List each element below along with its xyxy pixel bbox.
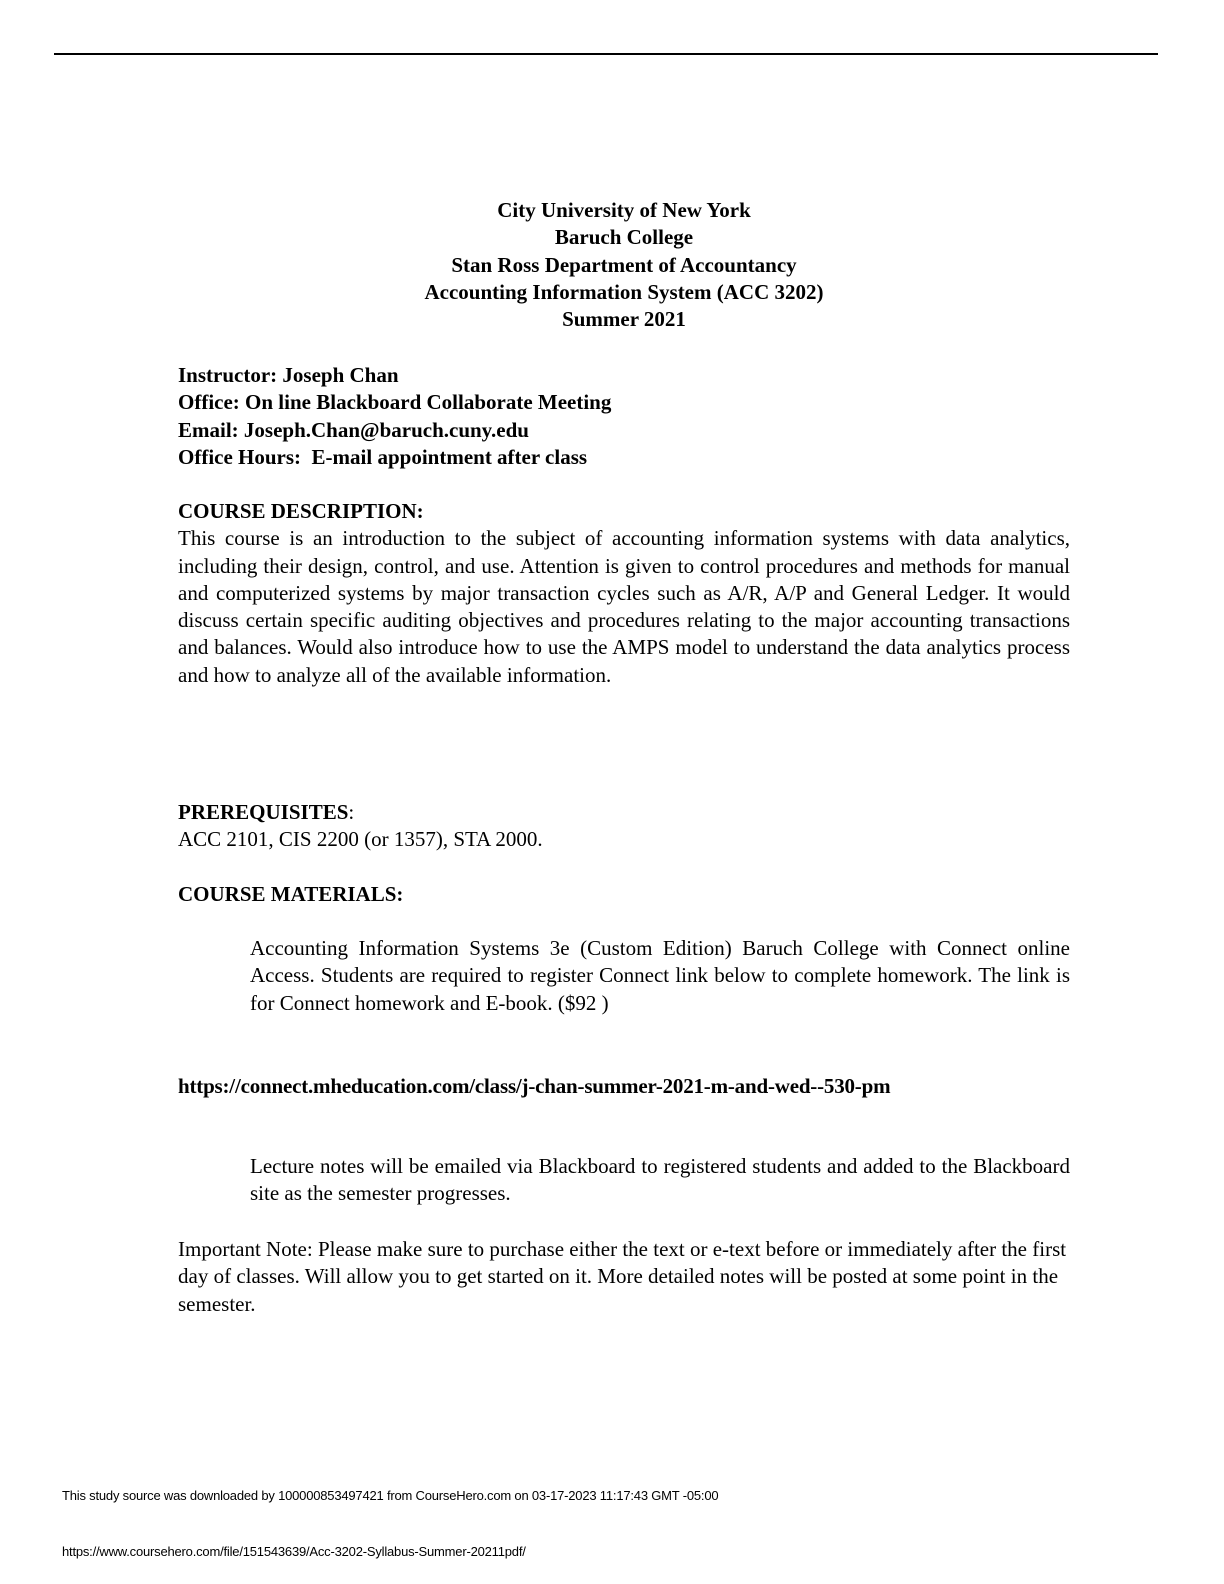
instructor-hours: Office Hours: E-mail appointment after class [178,444,588,469]
prerequisites-text: ACC 2101, CIS 2200 (or 1357), STA 2000. [178,827,543,852]
document-header [178,197,1070,333]
course-materials-heading: COURSE MATERIALS: [178,882,404,906]
prerequisites-heading: PREREQUISITES [178,800,349,824]
lecture-notes-text: Lecture notes will be emailed via Blackboard to registered students and added to the Blackboard site as the semester progresses. [250,1154,1070,1206]
instructor-email: Email: Joseph.Chan@baruch.cuny.edu [178,417,529,442]
prerequisites-colon: : [348,800,355,824]
connect-link[interactable]: https://connect.mheducation.com/class/j-chan-summer-2021-m-and-wed--530-pm [178,1074,891,1098]
header-department: Stan Ross Department of Accountancy [451,252,797,277]
download-notice: This study source was downloaded by 100000853497421 from CourseHero.com on 03-17-2023 11:17:43 GMT -05:00 [62,1488,719,1503]
instructor-office: Office: On line Blackboard Collaborate Meeting [178,390,612,415]
header-college: Baruch College [554,225,694,250]
prerequisites-heading-line [178,799,1070,826]
prerequisites-section [178,799,1070,854]
important-note: Important Note: Please make sure to purchase either the text or e-text before or immediately after the first day of classes. Will allow you to get started on it. More detailed notes will be posted at some point in the semester. [178,1237,1067,1316]
course-description-section [178,498,1070,689]
course-description-heading: COURSE DESCRIPTION: [178,499,424,523]
top-rule [54,53,1158,55]
instructor-info [178,362,1070,471]
header-term: Summer 2021 [562,307,686,332]
header-university: City University of New York [497,198,751,222]
instructor-name: Instructor: Joseph Chan [178,363,399,387]
source-url[interactable]: https://www.coursehero.com/file/151543639/Acc-3202-Syllabus-Summer-20211pdf/ [62,1544,526,1559]
header-course: Accounting Information System (ACC 3202) [424,279,824,304]
course-description-text: This course is an introduction to the subject of accounting information systems with data analytics, including their design, control, and use. Attention is given to control procedures and methods for manual and computerized systems by major transaction cycles such as A/R, A/P and General Ledger. It would discuss certain specific auditing objectives and procedures relating to the major accounting transactions and balances. Would also introduce how to use the AMPS model to understand the data analytics process and how to analyze all of the available information. [178,526,1070,687]
course-materials-text: Accounting Information Systems 3e (Custom Edition) Baruch College with Connect online Access. Students are required to register Connect link below to complete homework. The link is for Connect homework and E-book. ($92 ) [250,936,1070,1015]
